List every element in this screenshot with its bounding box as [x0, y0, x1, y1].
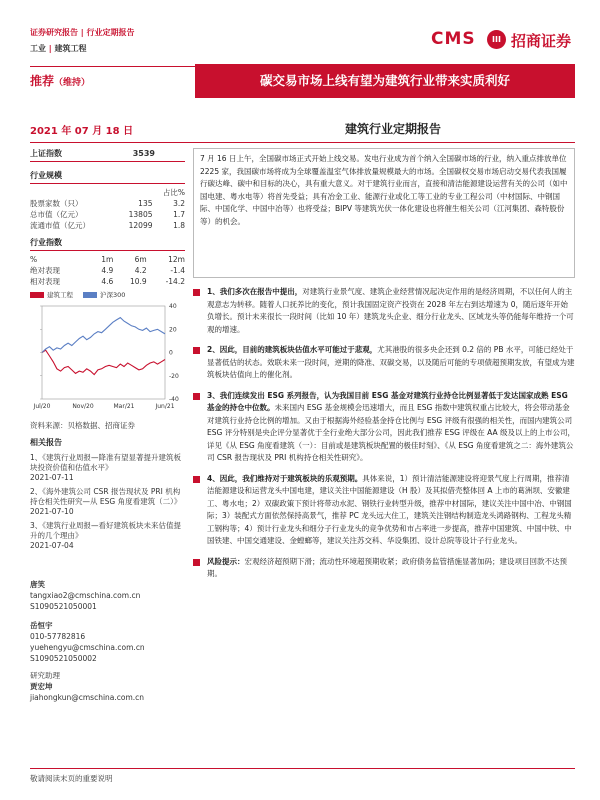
related-date: 2021-07-04 — [30, 541, 74, 550]
row-value: 135 — [138, 199, 153, 208]
scale-unit: 占比% — [162, 188, 185, 197]
row-label: 股票家数（只） — [30, 199, 83, 208]
chart-source: 资料来源：贝格数据、招商证券 — [30, 421, 135, 430]
related-report — [30, 487, 185, 517]
report-type: 建筑行业定期报告 — [345, 122, 442, 136]
report-date: 2021 年 07 月 18 日 — [30, 126, 134, 137]
x-tick-label: Jul/20 — [33, 403, 51, 410]
assistant: 研究助理 贾宏坤 jiahongkun@cmschina.com.cn — [30, 671, 145, 702]
bullet-icon — [193, 393, 200, 400]
plot-frame — [42, 306, 165, 399]
cms-logo: CMS III 招商证券 — [431, 29, 572, 50]
y-tick-label: -20 — [169, 372, 179, 380]
y-tick-label: 40 — [169, 303, 177, 310]
perf-heading: 行业指数 — [30, 237, 185, 251]
row-value: 4.9 — [101, 266, 114, 275]
risk-note: 风险提示：宏观经济超预期下滑；流动性环境超预期收紧；政府债务监管措施显著加码；建设项目回款不达预期。 — [193, 556, 575, 581]
related-title: 1、《建筑行业周报—降准有望显著提升建筑板块投资价值和估值水平》 — [30, 453, 182, 472]
related-report — [30, 521, 185, 551]
key-point — [193, 344, 575, 382]
point-text — [207, 286, 575, 336]
table-row — [30, 220, 185, 231]
related-title: 3、《建筑行业周报—看好建筑板块未来估值提升的几个理由》 — [30, 521, 182, 540]
row-value: 4.6 — [101, 277, 114, 286]
y-tick-label: 0 — [169, 349, 173, 357]
row-value: 13805 — [128, 210, 153, 219]
report-title: 碳交易市场上线有望为建筑行业带来实质利好 — [195, 64, 575, 98]
row-value: 10.9 — [129, 277, 147, 286]
key-point — [193, 286, 575, 336]
point-text — [207, 390, 575, 465]
key-point — [193, 390, 575, 465]
main-content — [193, 148, 575, 581]
key-point — [193, 473, 575, 548]
point-bold: 4、因此，我们维持对于建筑板块的乐观预期。 — [207, 473, 363, 483]
table-row — [30, 265, 185, 276]
row-label: 相对表现 — [30, 277, 60, 286]
bullet-icon — [193, 347, 200, 354]
x-tick-label: Nov/20 — [72, 403, 94, 410]
perf-table — [30, 265, 185, 287]
rating: 推荐（维持） — [30, 74, 91, 88]
row-value: -1.4 — [170, 266, 185, 275]
row-label: 绝对表现 — [30, 266, 60, 275]
bullet-icon — [193, 476, 200, 483]
footer: 敬请阅读末页的重要说明 — [30, 768, 575, 784]
analyst — [30, 620, 185, 664]
x-tick-label: Mar/21 — [113, 403, 135, 410]
point-bold: 3、我们连续发出 ESG 系列报告，认为我国目前 ESG 基金对建筑行业持仓比例显著低于发达国家成熟 ESG 基金的持仓中位数。 — [207, 390, 568, 412]
header-line1: 证券研究报告 | 行业定期报告 — [30, 28, 135, 37]
scale-table — [30, 198, 185, 231]
table-row — [30, 209, 185, 220]
related-date: 2021-07-11 — [30, 473, 74, 482]
related-title: 2、《海外建筑公司 CSR 报告现状及 PRI 机构持仓相关性研究—从 ESG 角度看建筑（二）》 — [30, 487, 182, 506]
row-label: 总市值（亿元） — [30, 210, 83, 219]
row-value: 4.2 — [134, 266, 147, 275]
point-body: 具体来说，1）预计清洁能源建设将迎景气度上行周期，推荐清洁能源建设和运营龙头中国电建，建议关注中国能源建设（H 股）及其拟借壳整体回 A 上市的葛洲坝、安徽建工、粤水电；2）双碳政策下预计将带动水泥、钢铁行业转型升级，推荐中材国际，建议关注中国中冶、中钢国际；3）装配式方面依然保持高景气，推荐 PC 龙头远大住工，建筑关注钢结构制造龙头鸿路钢构、工程龙头精工钢构等；4）预计行业龙头和细分子行业龙头的竞争优势和市占率进一步提高，推荐中国建筑、中国中铁、中国铁建、中国交通建设、金螳螂等，建议关注苏交科、华设集团、设计总院等设计子行业龙头。 — [207, 473, 572, 545]
table-row — [30, 276, 185, 287]
x-tick-label: Jun/21 — [155, 403, 175, 410]
row-share: 1.7 — [173, 210, 185, 219]
report-header — [30, 25, 575, 67]
analyst-name: 唐笑 — [30, 580, 45, 589]
analyst-email: tangxiao2@cmschina.com.cn — [30, 591, 141, 600]
row-share: 1.8 — [173, 221, 185, 230]
summary-box: 7 月 16 日上午，全国碳市场正式开始上线交易。发电行业成为首个纳入全国碳市场的行业，纳入重点排放单位 2225 家，我国碳市场将成为全球覆盖温室气体排放量规模最大的市场。全国碳权交易市场启动交易代表我国履行碳达峰、碳中和目标的决心，具有重大意义。对于建筑行业而言，直接和清洁能源建设运营有关的公司（如中国电建、粤水电等）将首先受益；具有冶金工业、能源行业或化工等工业的专业工程公司（中材国际、中钢国际、中国化学、中国中冶等）也将受益；BIPV 等建筑光伏一体化建设也将催生相关公司（江河集团、森特股份等）的机会。 — [193, 148, 575, 278]
bullet-icon — [193, 559, 200, 566]
perf-header: % 1m 6m 12m — [30, 255, 185, 264]
analyst-name: 岳恒宇 — [30, 621, 53, 630]
point-bold: 1、我们多次在报告中提出， — [207, 287, 303, 296]
legend-item: 建筑工程 — [30, 290, 73, 299]
point-text — [207, 473, 575, 548]
related-report — [30, 453, 185, 483]
row-value: -14.2 — [165, 277, 185, 286]
y-tick-label: 20 — [169, 326, 177, 334]
analyst-phone: 010-57782816 — [30, 632, 86, 641]
scale-heading: 行业规模 — [30, 170, 185, 184]
index-chart — [30, 301, 185, 416]
related-heading: 相关报告 — [30, 438, 62, 447]
analysts — [30, 579, 185, 664]
table-row — [30, 198, 185, 209]
point-body: 未来国内 ESG 基金规模会迅速增大，而且 ESG 指数中建筑权重占比较大，将会带动基金对建筑行业持仓比例的增加。又由于根据海外经验基金持仓比例与 ESG 评级有很强的相关性，而国内建筑公司 ESG 评分特别是央企评分显著优于全行业绝大部分公司，因此我们推荐 ESG 评级在 AA 级及以上的上市公司，详见《从 ESG 角度看建筑（一）：目前或是建筑板块配置的极佳时刻》、《从 ESG 角度看建筑之二：海外建筑公司 CSR 报告现状及 PRI 机构持仓相关性研究》。 — [207, 403, 576, 462]
index-row: 上证指数 3539 — [30, 148, 185, 162]
row-value: 12099 — [128, 221, 153, 230]
analyst — [30, 579, 185, 612]
related-date: 2021-07-10 — [30, 507, 74, 516]
analyst-email: yuehengyu@cmschina.com.cn — [30, 643, 145, 652]
legend-item: 沪深300 — [83, 290, 125, 299]
point-body: 对建筑行业景气度、建筑企业经营情况起决定作用的是经济周期，不以任何人的主观意志为转移。随着人口抚养比的变化，预计我国固定资产投资在 2028 年左右到达增速为 0，随后逐年开始负增长。预计未来很长一段时间（比如 10 年）建筑龙头企业、细分行业龙头、区域龙头等仍能每年维持一个可观的增速。 — [207, 287, 574, 334]
chart-legend — [30, 290, 185, 299]
related-reports — [30, 453, 185, 551]
point-body: 尤其港股的很多央企还到 0.2 倍的 PB 水平，可能已经处于显著低估的状态。效联未来一段时间，逆期的降准、双碳交易，以及随后可能的专项债超预期发放，有望成为建筑板块估值向上的催化剂。 — [207, 345, 575, 379]
row-share: 3.2 — [173, 199, 185, 208]
header-line2: 工业 | 建筑工程 — [30, 44, 87, 53]
sidebar — [30, 148, 185, 703]
point-bold: 2、因此，目前的建筑板块估值水平可能过于悲观， — [207, 345, 378, 354]
series-line-1 — [42, 350, 165, 374]
points — [193, 286, 575, 548]
series-line-2 — [42, 318, 165, 353]
analyst-cert: S1090521050002 — [30, 654, 97, 663]
row-label: 流通市值（亿元） — [30, 221, 90, 230]
point-text — [207, 344, 575, 382]
y-tick-label: -40 — [169, 396, 179, 403]
analyst-cert: S1090521050001 — [30, 602, 97, 611]
divider — [30, 142, 575, 143]
bullet-icon — [193, 289, 200, 296]
